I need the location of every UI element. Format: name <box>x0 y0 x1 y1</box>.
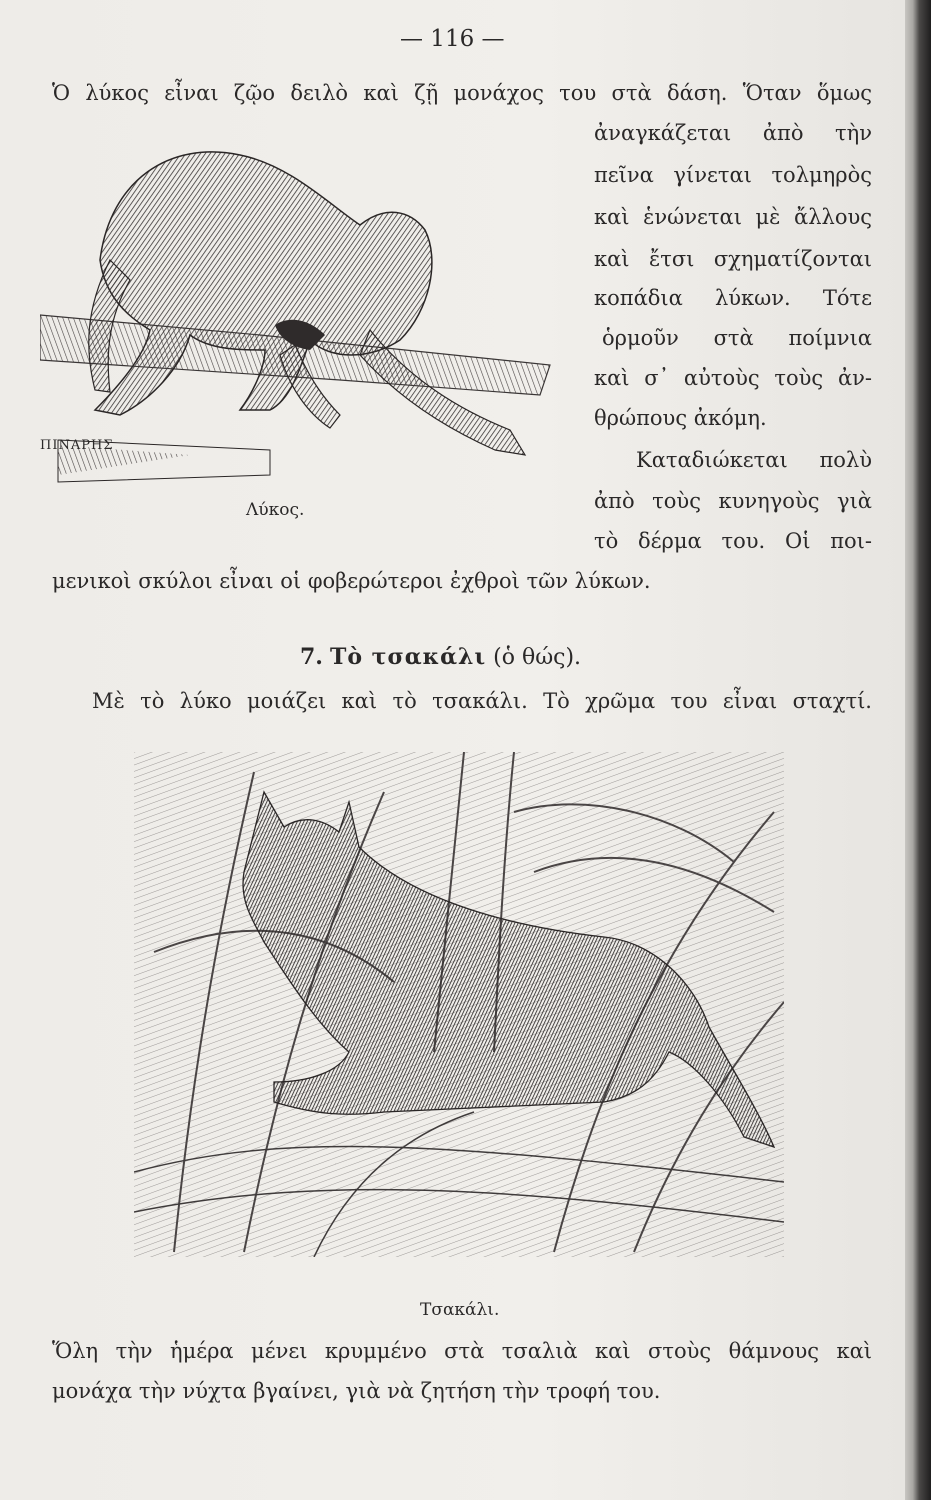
text-right-line-6: ὁρμοῦν στὰ ποίμνια <box>602 326 872 350</box>
text-right-line-1: ἀναγκάζεται ἀπὸ τὴν <box>594 121 872 145</box>
text-right-line-8: θρώπους ἀκόμη. <box>594 406 767 430</box>
heading-title: Τὸ τσακάλι <box>329 644 487 670</box>
wolf-caption: Λύκος. <box>246 500 305 520</box>
heading-subtitle: (ὁ θώς). <box>493 645 582 670</box>
text-right-line-4: καὶ ἔτσι σχηματίζονται <box>594 247 872 271</box>
section-heading <box>300 644 581 671</box>
text-right-line-10: ἀπὸ τοὺς κυνηγοὺς γιὰ <box>594 489 872 513</box>
heading-number: 7. <box>300 644 323 670</box>
wolf-signature: ΠΙΝΑΡΗΣ <box>40 438 114 453</box>
text-right-line-7: καὶ σ᾽ αὐτοὺς τοὺς ἀν- <box>594 366 872 390</box>
text-line-1: Ὁ λύκος εἶναι ζῷο δειλὸ καὶ ζῇ μονάχος του στὰ δάση. Ὅταν ὅμως <box>52 81 872 105</box>
text-right-line-2: πεῖνα γίνεται τολμηρὸς <box>594 163 872 187</box>
text-right-line-5: κοπάδια λύκων. Τότε <box>594 286 872 310</box>
text-closing-2: μονάχα τὴν νύχτα βγαίνει, γιὰ νὰ ζητήση τὴν τροφή του. <box>52 1379 661 1403</box>
jackal-caption: Τσακάλι. <box>420 1300 500 1320</box>
text-closing-1: Ὅλη τὴν ἡμέρα μένει κρυμμένο στὰ τσαλιὰ καὶ στοὺς θάμνους καὶ <box>52 1339 872 1363</box>
wolf-illustration <box>40 110 560 495</box>
text-right-line-9: Καταδιώκεται πολὺ <box>636 448 872 472</box>
jackal-illustration <box>134 752 784 1257</box>
book-spine-shadow <box>905 0 931 1500</box>
text-jackal-line: Μὲ τὸ λύκο μοιάζει καὶ τὸ τσακάλι. Τὸ χρῶμα του εἶναι σταχτί. <box>92 689 872 713</box>
text-right-line-3: καὶ ἑνώνεται μὲ ἄλλους <box>594 205 872 229</box>
page-number: — 116 — <box>400 26 505 52</box>
text-right-line-11: τὸ δέρμα του. Οἱ ποι- <box>594 529 872 553</box>
text-line-after: μενικοὶ σκύλοι εἶναι οἱ φοβερώτεροι ἐχθροὶ τῶν λύκων. <box>52 569 651 593</box>
